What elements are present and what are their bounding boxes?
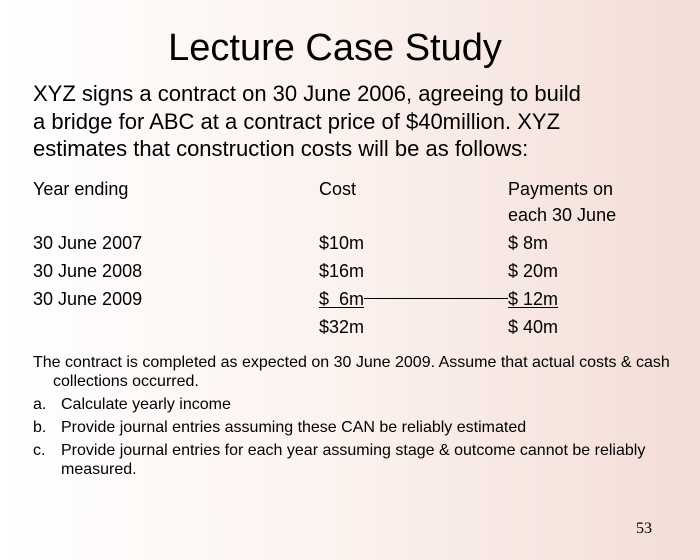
header-year-ending: Year ending	[33, 179, 129, 199]
instructions	[33, 353, 678, 479]
list-marker: c.	[33, 442, 46, 459]
list-marker: b.	[33, 419, 47, 436]
list-text: Calculate yearly income	[61, 396, 231, 413]
page-number: 53	[636, 520, 652, 537]
intro-line: XYZ signs a contract on 30 June 2006, agreeing to build	[33, 81, 581, 106]
table-row	[33, 286, 673, 314]
header-payments	[508, 176, 616, 228]
list-item	[33, 441, 678, 479]
cost-cell: $ 6m	[319, 289, 365, 309]
table-totals-row	[33, 314, 673, 342]
list-text: Provide journal entries assuming these CAN be reliably estimated	[61, 419, 527, 436]
list-text: Provide journal entries for each year assuming stage & outcome cannot be reliably measured.	[61, 442, 646, 478]
list-item	[33, 395, 678, 414]
total-cost: $32m	[319, 317, 365, 337]
underline-rule	[364, 298, 508, 299]
header-payments-line1: Payments on	[508, 179, 614, 199]
total-payments: $ 40m	[508, 317, 559, 337]
cost-cell: $10m	[319, 233, 365, 253]
table-row	[33, 230, 673, 258]
year-cell: 30 June 2008	[33, 261, 143, 281]
cost-table	[33, 176, 673, 342]
slide-title: Lecture Case Study	[168, 27, 502, 69]
table-header-row	[33, 176, 673, 230]
intro-line: estimates that construction costs will be as follows:	[33, 136, 529, 161]
header-cost: Cost	[319, 179, 357, 199]
intro-line: a bridge for ABC at a contract price of $40million. XYZ	[33, 108, 561, 134]
year-cell: 30 June 2009	[33, 289, 143, 309]
payment-cell: $ 12m	[508, 289, 559, 309]
cost-cell: $16m	[319, 261, 365, 281]
payment-cell: $ 8m	[508, 233, 549, 253]
list-marker: a.	[33, 396, 47, 413]
list-item	[33, 418, 678, 437]
table-row	[33, 258, 673, 286]
payment-cell: $ 20m	[508, 261, 559, 281]
year-cell: 30 June 2007	[33, 233, 143, 253]
assumption-note: The contract is completed as expected on 30 June 2009. Assume that actual costs & cash collections occurred.	[33, 354, 670, 390]
intro-paragraph	[33, 80, 683, 163]
header-payments-line2: each 30 June	[508, 205, 617, 225]
